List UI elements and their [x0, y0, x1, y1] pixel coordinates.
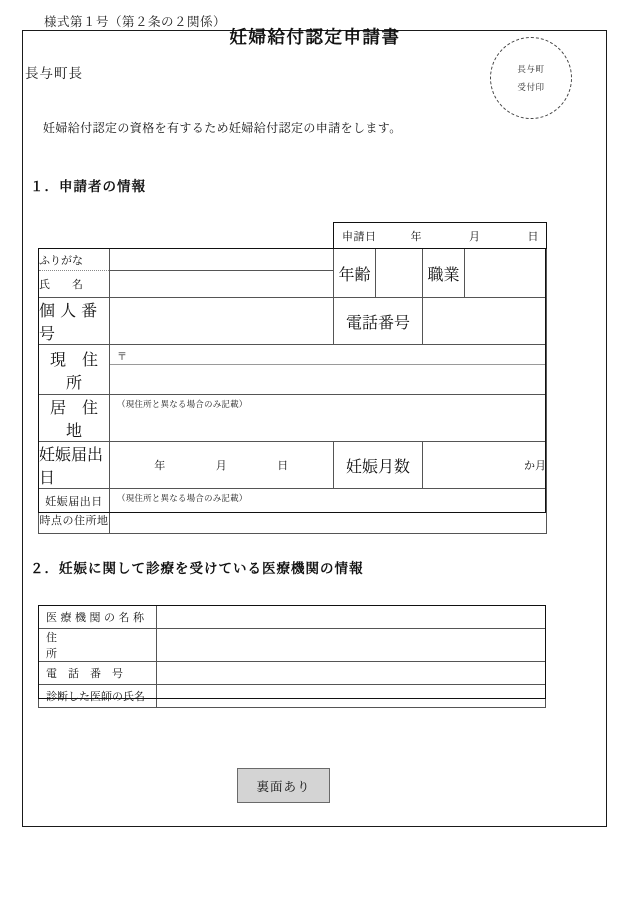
- application-date-label: 申請日: [342, 229, 377, 243]
- name-label: [39, 271, 110, 298]
- mynumber-label: 個 人 番 号: [39, 298, 110, 345]
- furigana-input[interactable]: [110, 249, 334, 271]
- pregnancy-months-input[interactable]: [423, 442, 547, 489]
- form-number: 様式第１号（第２条の２関係）: [44, 14, 227, 29]
- application-date-day-label: 日: [527, 229, 539, 243]
- phone-label: 電話番号: [334, 298, 423, 345]
- mynumber-boxes[interactable]: [110, 298, 334, 345]
- pregnancy-notify-date-label: 妊娠届出日: [39, 442, 110, 489]
- medical-institution-table: [38, 605, 546, 708]
- back-side-notice-button[interactable]: 裏面あり: [237, 768, 330, 803]
- name-input[interactable]: [110, 271, 334, 298]
- table-row: [39, 662, 546, 685]
- spacer-cell: [110, 223, 334, 249]
- stamp-receipt-label: 受付印: [517, 83, 545, 93]
- section-heading-applicant: １．申請者の情報: [30, 179, 146, 195]
- notify-year-label: 年: [154, 459, 166, 472]
- application-date-year-label: 年: [410, 229, 422, 243]
- notify-address-note: （現住所と異なる場合のみ記載）: [117, 494, 248, 504]
- pregnancy-months-label: 妊娠月数: [334, 442, 423, 489]
- current-address-label: 現 住 所: [39, 345, 110, 395]
- applicant-information-table: [38, 222, 547, 534]
- medical-row-input[interactable]: [157, 629, 546, 662]
- intro-sentence: 妊婦給付認定の資格を有するため妊婦給付認定の申請をします。: [43, 121, 402, 135]
- notify-address-label: [39, 489, 110, 534]
- medical-row-input[interactable]: [157, 662, 546, 685]
- residence-note: （現住所と異なる場合のみ記載）: [117, 400, 248, 410]
- age-input[interactable]: [376, 249, 423, 298]
- table-row: [39, 629, 546, 662]
- medical-row-label: 住 所: [39, 629, 157, 662]
- residence-input[interactable]: [110, 395, 547, 442]
- table-row: [39, 606, 546, 629]
- occupation-input[interactable]: [465, 249, 547, 298]
- phone-input[interactable]: [423, 298, 547, 345]
- residence-label: 居 住 地: [39, 395, 110, 442]
- current-address-input[interactable]: [110, 345, 547, 395]
- address-rule-line: [110, 364, 546, 365]
- notify-month-label: 月: [215, 459, 228, 472]
- table-row: [39, 685, 546, 708]
- occupation-label: 職業: [423, 249, 465, 298]
- medical-row-label: 診断した医師の氏名: [39, 685, 157, 708]
- name-label-text: 氏 名: [39, 278, 83, 291]
- medical-row-label: 医 療 機 関 の 名 称: [39, 606, 157, 629]
- pregnancy-months-unit: か月: [524, 459, 546, 472]
- furigana-label-text: ふりがな: [39, 253, 83, 267]
- receipt-stamp-circle: [490, 37, 572, 119]
- medical-row-label: 電 話 番 号: [39, 662, 157, 685]
- notify-address-label-line1: 妊娠届出日: [45, 494, 103, 508]
- addressee: 長与町長: [25, 66, 83, 82]
- page-title: 妊婦給付認定申請書: [229, 28, 401, 48]
- age-label: 年齢: [334, 249, 376, 298]
- pregnancy-notify-date-input[interactable]: [110, 442, 334, 489]
- notify-address-label-line2: 時点の住所地: [39, 514, 109, 527]
- furigana-label: [39, 249, 110, 271]
- notify-day-label: 日: [277, 459, 289, 472]
- application-date-cell[interactable]: [334, 223, 547, 249]
- stamp-municipality-label: 長与町: [517, 65, 545, 75]
- section-heading-medical: ２．妊娠に関して診療を受けている医療機関の情報: [30, 561, 364, 577]
- medical-row-input[interactable]: [157, 685, 546, 708]
- notify-address-input[interactable]: [110, 489, 547, 534]
- postal-code-icon: 〒: [117, 352, 127, 363]
- application-date-month-label: 月: [469, 229, 481, 243]
- medical-row-input[interactable]: [157, 606, 546, 629]
- spacer-cell: [39, 223, 110, 249]
